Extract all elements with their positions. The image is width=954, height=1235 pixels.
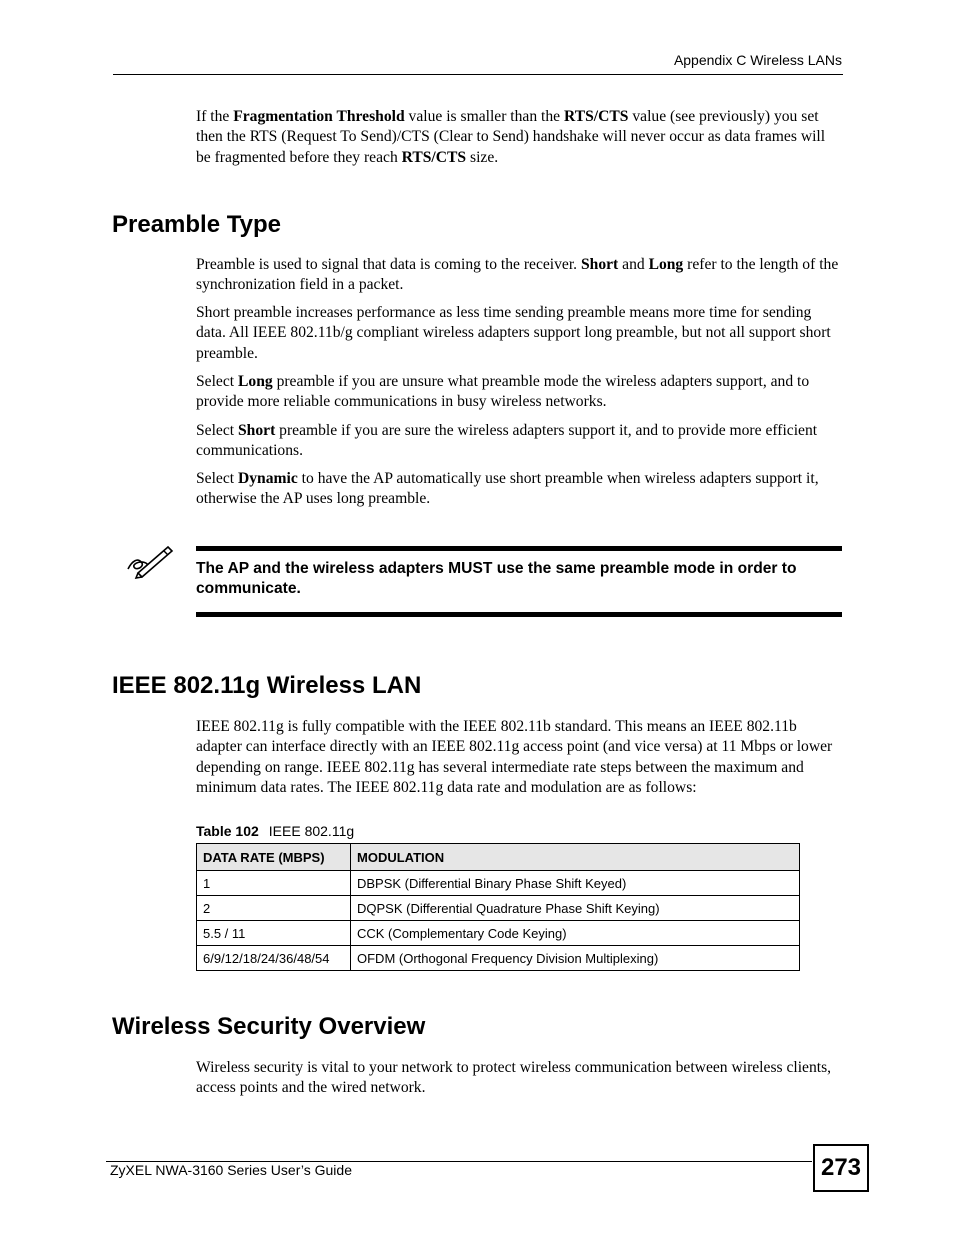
table-caption-title: IEEE 802.11g <box>268 823 355 839</box>
table-cell: DBPSK (Differential Binary Phase Shift Keyed) <box>351 871 800 896</box>
table-cell: 5.5 / 11 <box>197 921 351 946</box>
table-row <box>197 946 800 971</box>
table-header-row <box>197 844 800 871</box>
table-row <box>197 871 800 896</box>
table-cell: OFDM (Orthogonal Frequency Division Multiplexing) <box>351 946 800 971</box>
table-cell: CCK (Complementary Code Keying) <box>351 921 800 946</box>
note-text: The AP and the wireless adapters MUST use the same preamble mode in order to communicate. <box>196 560 797 598</box>
preamble-paragraph-2: Short preamble increases performance as less time sending preamble means more time for sending data. All IEEE 802.11b/g compliant wireless adapters support long preamble, but not all support short preamble. <box>196 304 831 362</box>
table-cell: 2 <box>197 896 351 921</box>
note-bottom-bar <box>196 612 842 617</box>
running-header: Appendix C Wireless LANs <box>673 52 842 68</box>
table-row <box>197 896 800 921</box>
preamble-paragraph-5: Select Dynamic to have the AP automatically use short preamble when wireless adapters support it, otherwise the AP uses long preamble. <box>196 470 819 508</box>
table-header-cell: DATA RATE (MBPS) <box>197 844 351 871</box>
heading-ieee-80211g: IEEE 802.11g Wireless LAN <box>112 672 422 699</box>
header-rule <box>113 74 843 75</box>
heading-preamble-type: Preamble Type <box>112 211 281 238</box>
ieee-data-rate-table <box>196 843 800 971</box>
preamble-paragraph-4: Select Short preamble if you are sure the wireless adapters support it, and to provide more efficient communications. <box>196 422 818 460</box>
security-paragraph: Wireless security is vital to your network to protect wireless communication between wireless clients, access points and the wired network. <box>196 1059 832 1097</box>
intro-paragraph: If the Fragmentation Threshold value is smaller than the RTS/CTS value (see previously) you set then the RTS (Request To Send)/CTS (Clear to Send) handshake will never occur as data frames will be fragmented before they reach RTS/CTS size. <box>196 108 826 166</box>
note-pencil-icon <box>124 543 174 579</box>
table-caption-label: Table 102 <box>196 823 259 839</box>
preamble-paragraph-3: Select Long preamble if you are unsure what preamble mode the wireless adapters support, and to provide more reliable communications in busy wireless networks. <box>196 373 810 411</box>
table-header-cell: MODULATION <box>351 844 800 871</box>
page-number: 273 <box>813 1144 869 1192</box>
footer-guide-title: ZyXEL NWA-3160 Series User’s Guide <box>110 1162 352 1178</box>
heading-wireless-security: Wireless Security Overview <box>112 1013 426 1040</box>
table-cell: 6/9/12/18/24/36/48/54 <box>197 946 351 971</box>
preamble-paragraph-1: Preamble is used to signal that data is coming to the receiver. Short and Long refer to the length of the synchronization field in a packet. <box>196 256 839 294</box>
table-cell: 1 <box>197 871 351 896</box>
ieee-paragraph: IEEE 802.11g is fully compatible with the IEEE 802.11b standard. This means an IEEE 802.11b adapter can interface directly with an IEEE 802.11g access point (and vice versa) at 11 Mbps or lower depending on range. IEEE 802.11g has several intermediate rate steps between the maximum and minimum data rates. The IEEE 802.11g data rate and modulation are as follows: <box>196 718 833 797</box>
table-row <box>197 921 800 946</box>
note-top-bar <box>196 546 842 551</box>
table-cell: DQPSK (Differential Quadrature Phase Shift Keying) <box>351 896 800 921</box>
table-caption <box>196 823 354 839</box>
